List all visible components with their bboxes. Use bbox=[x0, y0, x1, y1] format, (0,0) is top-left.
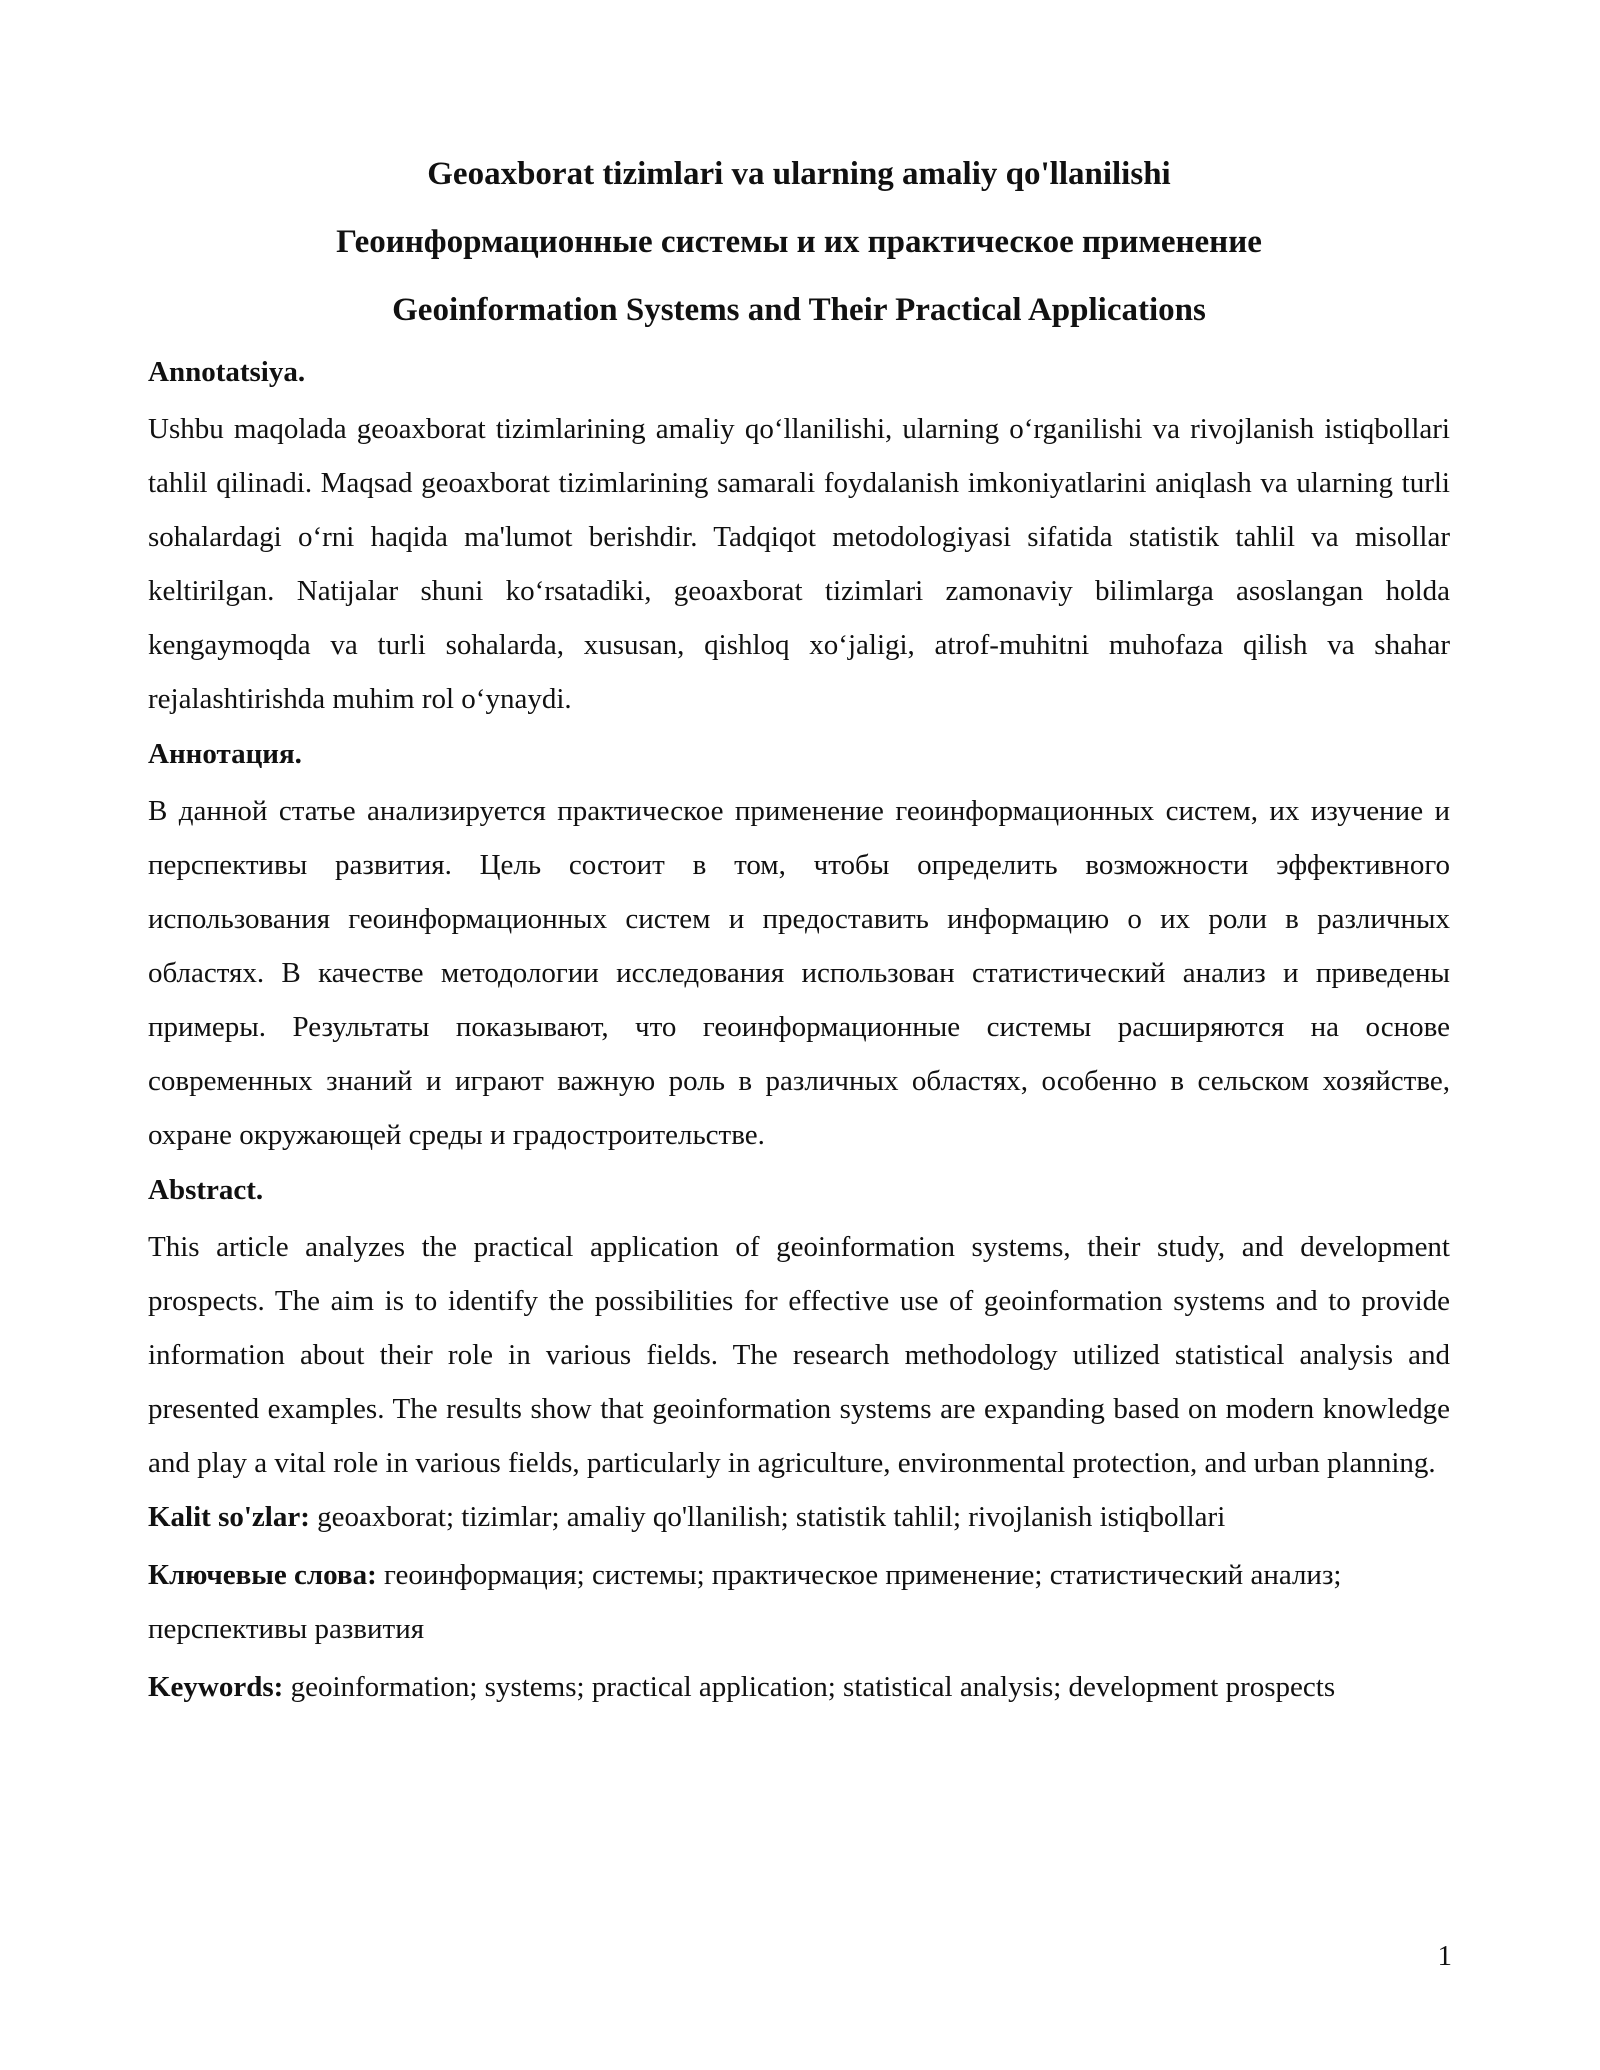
keywords-russian bbox=[148, 1548, 1450, 1656]
title-uzbek: Geoaxborat tizimlari va ularning amaliy qo'llanilishi bbox=[427, 156, 1171, 192]
keywords-english-text: geoinformation; systems; practical application; statistical analysis; development prospects bbox=[283, 1671, 1336, 1703]
annotation-uzbek-text: Ushbu maqolada geoaxborat tizimlarining amaliy qoʻllanilishi, ularning oʻrganilishi va rivojlanish istiqbollari tahlil qilinadi. Maqsad geoaxborat tizimlarining samarali foydalanish imkoniyatlarini aniqlash va ularning turli sohalardagi oʻrni haqida ma'lumot berishdir. Tadqiqot metodologiyasi sifatida statistik tahlil va misollar keltirilgan. Natijalar shuni koʻrsatadiki, geoaxborat tizimlari zamonaviy bilimlarga asoslangan holda kengaymoqda va turli sohalarda, xususan, qishloq xoʻjaligi, atrof-muhitni muhofaza qilish va shahar rejalashtirishda muhim rol oʻynaydi. bbox=[148, 413, 1450, 715]
annotation-russian-text: В данной статье анализируется практическое применение геоинформационных систем, их изучение и перспективы развития. Цель состоит в том, чтобы определить возможности эффективного использования геоинформационных систем и предоставить информацию о их роли в различных областях. В качестве методологии исследования использован статистический анализ и приведены примеры. Результаты показывают, что геоинформационные системы расширяются на основе современных знаний и играют важную роль в различных областях, особенно в сельском хозяйстве, охране окружающей среды и градостроительстве. bbox=[148, 795, 1450, 1151]
keywords-russian-label: Ключевые слова: bbox=[148, 1559, 377, 1591]
abstract-english-heading: Abstract. bbox=[148, 1174, 264, 1206]
title-russian: Геоинформационные системы и их практическое применение bbox=[336, 224, 1262, 260]
annotation-uzbek-heading: Annotatsiya. bbox=[148, 356, 306, 388]
annotation-russian-heading: Аннотация. bbox=[148, 738, 302, 770]
abstract-english-text: This article analyzes the practical application of geoinformation systems, their study, and development prospects. The aim is to identify the possibilities for effective use of geoinformation systems and to provide information about their role in various fields. The research methodology utilized statistical analysis and presented examples. The results show that geoinformation systems are expanding based on modern knowledge and play a vital role in various fields, particularly in agriculture, environmental protection, and urban planning. bbox=[148, 1231, 1450, 1479]
keywords-uzbek-text: geoaxborat; tizimlar; amaliy qo'llanilish; statistik tahlil; rivojlanish istiqbollari bbox=[309, 1501, 1226, 1533]
keywords-uzbek-label: Kalit so'zlar: bbox=[148, 1501, 310, 1533]
annotation-russian-section bbox=[148, 734, 1450, 1162]
keywords-english-label: Keywords: bbox=[148, 1671, 284, 1703]
abstract-english-section bbox=[148, 1170, 1450, 1490]
keywords-russian-text: геоинформация; системы; практическое применение; статистический анализ; перспективы развития bbox=[148, 1559, 1342, 1645]
title-block bbox=[148, 140, 1450, 344]
document-page bbox=[148, 140, 1450, 1714]
title-english: Geoinformation Systems and Their Practical Applications bbox=[392, 292, 1206, 328]
keywords-english bbox=[148, 1660, 1450, 1714]
keywords-uzbek bbox=[148, 1490, 1450, 1544]
annotation-uzbek-section bbox=[148, 352, 1450, 726]
page-number: 1 bbox=[1437, 1940, 1452, 1972]
keywords-section bbox=[148, 1490, 1450, 1714]
